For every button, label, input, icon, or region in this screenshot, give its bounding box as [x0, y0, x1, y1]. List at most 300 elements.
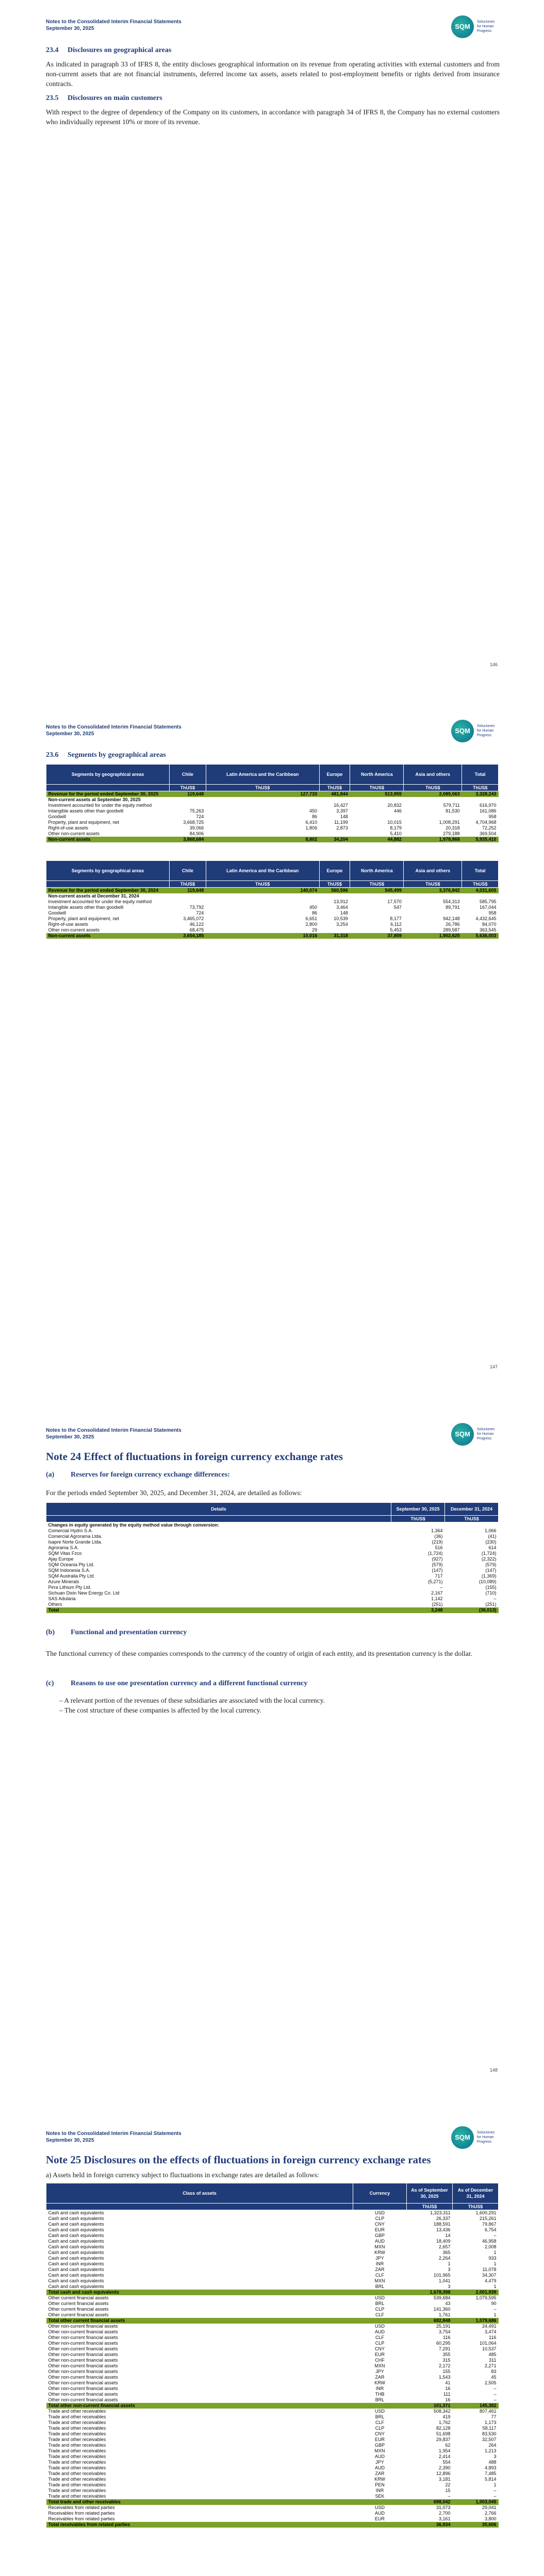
row-label: Trade and other receivables — [48, 2409, 106, 2414]
currency-cell: USD — [374, 2295, 385, 2300]
unit-cell: ThUS$ — [206, 785, 319, 791]
value-cell: 6,754 — [484, 2227, 497, 2232]
value-cell: 2,657 — [438, 2244, 451, 2249]
currency-cell: CLF — [375, 2420, 384, 2425]
table-row — [46, 1556, 499, 1562]
value-cell: 3 — [448, 2267, 451, 2272]
table-row — [46, 2488, 499, 2494]
value-cell: 481,844 — [319, 791, 350, 798]
value-cell: (1,369) — [481, 1573, 497, 1579]
value-cell: 45 — [491, 2375, 497, 2380]
row-label: Ajay Europe — [48, 1556, 74, 1562]
currency-cell: GBP — [374, 2443, 385, 2448]
column-header: Class of assets — [46, 2183, 353, 2204]
currency-cell: USD — [374, 2505, 385, 2510]
value-cell: 616,970 — [479, 803, 497, 808]
value-cell: 5,814 — [484, 2477, 497, 2482]
unit-cell: ThUS$ — [350, 881, 404, 888]
report-page-148 — [0, 1406, 544, 2107]
row-label: SQM Indonesia S.A. — [48, 1568, 91, 1573]
paragraph-a: For the periods ended September 30, 2025, and December 31, 2024, are detailed as follows: — [46, 1489, 302, 1497]
row-label: SQM Vitas Fzco — [48, 1551, 82, 1556]
value-cell: 24,491 — [482, 2324, 497, 2329]
column-header: September 30, 2025 — [391, 1503, 445, 1516]
row-label: Other non-current financial assets — [48, 2386, 118, 2391]
currency-cell: EUR — [374, 2516, 385, 2521]
unit-cell: ThUS$ — [462, 881, 499, 888]
unit-cell-empty — [46, 881, 170, 888]
page-header: Notes to the Consolidated Interim Financial Statements September 30, 2025 — [46, 1428, 182, 1440]
table-row — [46, 2437, 499, 2443]
currency-cell: CLF — [375, 2312, 384, 2317]
value-cell: 3,654,185 — [170, 933, 206, 939]
table-row — [46, 2448, 499, 2454]
table-row — [46, 2443, 499, 2448]
page-header: Notes to the Consolidated Interim Financial Statements September 30, 2025 — [46, 2131, 182, 2143]
unit-cell: ThUS$ — [170, 881, 206, 888]
currency-cell: CHF — [375, 2358, 385, 2363]
value-cell: 79,867 — [482, 2222, 497, 2227]
row-label: Revenue for the period ended September 30, 2024 — [46, 888, 170, 894]
column-header: Details — [46, 1503, 391, 1516]
value-cell: 68,475 — [189, 927, 204, 933]
row-label: Cash and cash equivalents — [48, 2216, 104, 2221]
unit-cell-empty — [353, 2204, 407, 2210]
row-label: Total — [46, 1607, 391, 1613]
value-cell — [319, 831, 350, 837]
row-label: Cash and cash equivalents — [48, 2250, 104, 2255]
column-header: Segments by geographical areas — [46, 765, 170, 785]
value-cell: (251) — [485, 1602, 497, 1607]
value-cell: 942,148 — [443, 916, 460, 921]
table-row — [46, 2397, 499, 2403]
total-row — [46, 2318, 499, 2324]
value-cell: 807,461 — [479, 2409, 497, 2414]
value-cell: 5,636,003 — [462, 933, 499, 939]
section-label: Changes in equity generated by the equity method value through conversion: — [48, 1522, 220, 1528]
value-cell: 10,537 — [482, 2346, 497, 2351]
row-label: Trade and other receivables — [48, 2414, 106, 2419]
column-header: Europe — [319, 861, 350, 881]
value-cell: 32,507 — [482, 2437, 497, 2442]
value-cell: 513,955 — [350, 791, 404, 798]
value-cell: 279,188 — [443, 831, 460, 836]
value-cell: 37,859 — [350, 933, 404, 939]
value-cell: 155 — [442, 2369, 451, 2374]
value-cell: 5,453 — [390, 927, 402, 933]
total-row — [46, 2290, 499, 2295]
currency-cell: KRW — [374, 2477, 385, 2482]
value-cell: 89,791 — [446, 905, 460, 910]
table-row — [46, 2244, 499, 2250]
currency-cell: CLF — [375, 2273, 384, 2278]
page-header: Notes to the Consolidated Interim Financial Statements September 30, 2025 — [46, 724, 182, 737]
value-cell: 83,530 — [482, 2431, 497, 2436]
list-item: – The cost structure of these companies is affected by the local currency. — [59, 1706, 261, 1714]
currency-cell: PEN — [375, 2482, 385, 2487]
currency-cell: MXN — [374, 2244, 385, 2249]
value-cell: 3,254 — [336, 922, 348, 927]
row-label: Trade and other receivables — [48, 2471, 106, 2476]
value-cell: 11,078 — [482, 2267, 497, 2272]
fx-reserves-table — [46, 1502, 499, 1613]
row-label: Trade and other receivables — [48, 2431, 106, 2436]
value-cell: 1 — [493, 2261, 497, 2266]
table-row — [46, 803, 499, 808]
row-label: Other non-current financial assets — [48, 2392, 118, 2397]
row-label: Other current financial assets — [48, 2312, 109, 2317]
value-cell: 547 — [393, 905, 402, 910]
value-cell: 3 — [448, 2284, 451, 2289]
column-header: Chile — [170, 861, 206, 881]
value-cell: 82,128 — [436, 2426, 451, 2431]
unit-cell: ThUS$ — [319, 785, 350, 791]
currency-cell: INR — [375, 2488, 384, 2493]
value-cell: 933 — [488, 2256, 497, 2261]
subheading-a: (a) Reserves for foreign currency exchange differences: — [46, 1471, 230, 1479]
value-cell: 140,074 — [206, 888, 319, 894]
currency-cell: CNY — [374, 2346, 385, 2351]
value-cell: 2,766 — [484, 2511, 497, 2516]
row-label: Total cash and cash equivalents — [46, 2290, 353, 2295]
row-label: Non-current assets — [46, 837, 170, 842]
table-units-row — [46, 2204, 499, 2210]
row-label: Cash and cash equivalents — [48, 2278, 104, 2283]
value-cell — [170, 899, 206, 905]
row-label: Other non-current financial assets — [48, 2358, 118, 2363]
value-cell: 26,337 — [436, 2216, 451, 2221]
value-cell: 1,364 — [431, 1528, 443, 1533]
unit-cell: ThUS$ — [445, 1516, 499, 1522]
section-heading-23-5: 23.5 Disclosures on main customers — [46, 94, 162, 102]
value-cell: 1,008,291 — [439, 820, 460, 825]
table-row — [46, 899, 499, 905]
value-cell: 5,935,410 — [462, 837, 499, 842]
value-cell: 516 — [435, 1545, 443, 1550]
subheading-c: (c) Reasons to use one presentation currency and a different functional currency — [46, 1680, 308, 1687]
value-cell: 36,934 — [407, 2522, 453, 2528]
value-cell: 2,414 — [438, 2454, 451, 2459]
table-header-row — [46, 1503, 499, 1516]
currency-cell: GBP — [374, 2233, 385, 2238]
unit-cell: ThUS$ — [350, 785, 404, 791]
value-cell: 39,066 — [189, 825, 204, 831]
currency-cell: CLF — [375, 2335, 384, 2340]
table-row — [46, 2392, 499, 2397]
note-25-heading: Note 25 Disclosures on the effects of fluctuations in foreign currency exchange rates — [46, 2154, 431, 2166]
value-cell: 1,978,868 — [404, 837, 462, 842]
currency-cell: SEK — [375, 2494, 385, 2499]
value-cell: (5,271) — [427, 1579, 443, 1584]
table-header-row — [46, 2183, 499, 2204]
value-cell: 3,181 — [438, 2477, 451, 2482]
table-row — [46, 2335, 499, 2341]
value-cell: 44,882 — [350, 837, 404, 842]
table-row — [46, 2477, 499, 2482]
unit-cell-empty — [46, 785, 170, 791]
value-cell: 1,213 — [484, 2448, 497, 2453]
row-label: Trade and other receivables — [48, 2477, 106, 2482]
value-cell: 29,041 — [482, 2505, 497, 2510]
value-cell: 3,397 — [336, 808, 348, 814]
total-row — [46, 933, 499, 939]
value-cell: (36) — [434, 1534, 443, 1539]
row-label: Trade and other receivables — [48, 2426, 106, 2431]
value-cell: (579) — [485, 1562, 497, 1567]
currency-cell: ZAR — [375, 2267, 385, 2272]
section-label: Non-current assets at September 30, 2025 — [48, 797, 141, 802]
value-cell: 119,648 — [170, 888, 206, 894]
currency-cell: KRW — [374, 2250, 385, 2255]
table-row — [46, 2227, 499, 2233]
value-cell — [319, 927, 350, 933]
row-label: Receivables from related parties — [48, 2511, 115, 2516]
value-cell: 1,079,595 — [475, 2295, 497, 2300]
table-row — [46, 2516, 499, 2522]
currency-cell: MXN — [374, 2448, 385, 2453]
unit-cell-empty — [46, 2204, 353, 2210]
value-cell: – — [448, 2494, 451, 2499]
table-row — [46, 2494, 499, 2499]
row-label: Comercial Agrorama Ltda. — [48, 1534, 103, 1539]
value-cell: 1 — [493, 2482, 497, 2487]
currency-cell: CLP — [375, 2307, 385, 2312]
column-header: North America — [350, 765, 404, 785]
column-header: December 31, 2024 — [445, 1503, 499, 1516]
row-label: Total other current financial assets — [46, 2318, 353, 2324]
value-cell: 43 — [445, 2301, 451, 2306]
value-cell: 3,800 — [484, 2516, 497, 2521]
table-units-row — [46, 881, 499, 888]
row-label: Receivables from related parties — [48, 2516, 115, 2521]
value-cell: 62 — [445, 2443, 451, 2448]
table-header-row — [46, 765, 499, 785]
value-cell: 539,684 — [433, 2295, 451, 2300]
column-header: North America — [350, 861, 404, 881]
row-label: Trade and other receivables — [48, 2482, 106, 2487]
table-row — [46, 2511, 499, 2516]
value-cell: 446 — [393, 808, 402, 814]
table-header-row — [46, 861, 499, 881]
unit-cell: ThUS$ — [319, 881, 350, 888]
table-row — [46, 2267, 499, 2273]
value-cell: 579,711 — [443, 803, 460, 808]
value-cell: (1,724) — [481, 1551, 497, 1556]
revenue-row — [46, 791, 499, 798]
value-cell: (10,089) — [479, 1579, 497, 1584]
row-label: Revenue for the period ended September 30, 2025 — [46, 791, 170, 798]
table-row — [46, 2380, 499, 2386]
row-label: Total other non-current financial assets — [46, 2403, 353, 2409]
value-cell: 15 — [445, 2488, 451, 2493]
value-cell: 29,837 — [436, 2437, 451, 2442]
row-label: Other current financial assets — [48, 2295, 109, 2300]
row-label: Trade and other receivables — [48, 2454, 106, 2459]
value-cell: 46,958 — [482, 2239, 497, 2244]
currency-cell: AUD — [374, 2465, 385, 2470]
table-row — [46, 2210, 499, 2216]
table-row — [46, 2465, 499, 2471]
currency-cell: CLP — [375, 2341, 385, 2346]
value-cell: 5,410 — [390, 831, 402, 836]
row-label: Cash and cash equivalents — [48, 2284, 104, 2289]
value-cell — [206, 899, 319, 905]
value-cell: 1 — [493, 2284, 497, 2289]
row-label: Other non-current financial assets — [48, 2380, 118, 2385]
value-cell: 3,668,725 — [183, 820, 204, 825]
value-cell: 161,086 — [479, 808, 497, 814]
column-header: Total — [462, 861, 499, 881]
value-cell: 508,342 — [433, 2409, 451, 2414]
currency-cell: THB — [375, 2392, 385, 2397]
value-cell: 3,248 — [391, 1607, 445, 1613]
value-cell: 554 — [442, 2460, 451, 2465]
value-cell: 20,832 — [387, 803, 402, 808]
row-label: Isapre Norte Grande Ltda. — [48, 1539, 103, 1545]
table-row — [46, 825, 499, 831]
currency-cell: BRL — [375, 2414, 385, 2419]
row-label: Trade and other receivables — [48, 2494, 106, 2499]
currency-cell: JPY — [375, 2369, 384, 2374]
value-cell: (36,013) — [445, 1607, 499, 1613]
value-cell — [170, 803, 206, 808]
row-label: Investment accounted for under the equity method — [48, 899, 152, 904]
value-cell: 116 — [489, 2335, 497, 2340]
value-cell: 83 — [491, 2369, 497, 2374]
value-cell: 682,848 — [407, 2318, 453, 2324]
table-row — [46, 1579, 499, 1585]
currency-cell: EUR — [374, 2437, 385, 2442]
value-cell: 167,044 — [479, 905, 497, 910]
row-label: Trade and other receivables — [48, 2443, 106, 2448]
value-cell: 7,485 — [484, 2471, 497, 2476]
unit-cell: ThUS$ — [404, 881, 462, 888]
value-cell: 4,031,605 — [462, 888, 499, 894]
column-header: Chile — [170, 765, 206, 785]
table-row — [46, 922, 499, 927]
value-cell: 1,041 — [438, 2278, 451, 2283]
row-label: Other non-current financial assets — [48, 2352, 118, 2357]
table-row — [46, 820, 499, 825]
row-label: Cash and cash equivalents — [48, 2239, 104, 2244]
row-label: Sichuan Dixin New Energy Co. Ltd — [48, 1590, 120, 1596]
value-cell: 2,873 — [336, 825, 348, 831]
value-cell: 17,570 — [387, 899, 402, 904]
row-label: Other current financial assets — [48, 2307, 109, 2312]
value-cell: 20,318 — [446, 825, 460, 831]
value-cell: 81,530 — [446, 808, 460, 814]
table-row — [46, 1590, 499, 1596]
row-label: Property, plant and equipment, net — [48, 820, 119, 825]
value-cell: 1 — [493, 2250, 497, 2255]
table-row — [46, 2460, 499, 2465]
value-cell: 4,432,645 — [475, 916, 497, 921]
value-cell: (41) — [488, 1534, 497, 1539]
value-cell: 365 — [442, 2250, 451, 2255]
paragraph-b: The functional currency of these companies corresponds to the currency of the country of origin of each entity, and its presentation currency is the dollar. — [46, 1650, 472, 1657]
table-row — [46, 2346, 499, 2352]
table-row — [46, 2426, 499, 2431]
sqm-logo: SQM Soluciones for Human Progress — [451, 2126, 503, 2149]
value-cell: 2,001,939 — [453, 2290, 499, 2295]
note-24-heading: Note 24 Effect of fluctuations in foreign currency exchange rates — [46, 1450, 343, 1463]
row-label: Non-current assets — [46, 933, 170, 939]
value-cell: 1,323,311 — [430, 2210, 451, 2215]
unit-cell-empty — [46, 1516, 391, 1522]
table-row — [46, 905, 499, 910]
section-heading-23-4: 23.4 Disclosures on geographical areas — [46, 46, 172, 54]
table-row — [46, 2250, 499, 2256]
value-cell: 116 — [443, 2335, 451, 2340]
row-label: Other non-current financial assets — [48, 2341, 118, 2346]
value-cell: – — [493, 1596, 497, 1601]
total-row — [46, 837, 499, 842]
currency-cell: ZAR — [375, 2375, 385, 2380]
row-label: Other non-current financial assets — [48, 2375, 118, 2380]
value-cell: 58,117 — [482, 2426, 497, 2431]
header-title: Notes to the Consolidated Interim Financial Statements — [46, 19, 182, 25]
row-label: Others — [48, 1602, 62, 1607]
table-row — [46, 1551, 499, 1556]
row-label: Other non-current financial assets — [48, 2363, 118, 2368]
value-cell: 1,678,398 — [407, 2290, 453, 2295]
subheading-b: (b) Functional and presentation currency — [46, 1629, 187, 1636]
currency-cell: USD — [374, 2210, 385, 2215]
value-cell: 545,499 — [350, 888, 404, 894]
table-row — [46, 2278, 499, 2284]
value-cell — [350, 910, 404, 916]
value-cell: 450 — [309, 905, 318, 910]
currency-cell: AUD — [374, 2454, 385, 2459]
value-cell: 2,264 — [438, 2256, 451, 2261]
table-row — [46, 2324, 499, 2329]
row-label: Trade and other receivables — [48, 2460, 106, 2465]
value-cell: 148 — [340, 910, 348, 916]
value-cell: 450 — [309, 808, 318, 814]
revenue-row — [46, 888, 499, 894]
table-row — [46, 2295, 499, 2301]
table-row — [46, 2222, 499, 2227]
value-cell: 1,142 — [431, 1596, 443, 1601]
table-row — [46, 2414, 499, 2420]
table-row — [46, 2375, 499, 2380]
table-row — [46, 831, 499, 837]
currency-cell: CLP — [375, 2216, 385, 2221]
row-label: Azure Minerals — [48, 1579, 79, 1584]
column-header: Latin America and the Caribbean — [206, 861, 319, 881]
value-cell: 8,802 — [206, 837, 319, 842]
value-cell: 8,179 — [390, 825, 402, 831]
table-row — [46, 2312, 499, 2318]
currency-cell: MXN — [374, 2278, 385, 2283]
value-cell: 84,070 — [482, 922, 497, 927]
value-cell: (1,724) — [427, 1551, 443, 1556]
row-label: Trade and other receivables — [48, 2465, 106, 2470]
value-cell: 77 — [491, 2414, 497, 2419]
value-cell: 188,591 — [433, 2222, 451, 2227]
unit-cell: ThUS$ — [453, 2204, 499, 2210]
value-cell: 75,263 — [189, 808, 204, 814]
currency-cell: AUD — [374, 2239, 385, 2244]
column-header: Currency — [353, 2183, 407, 2204]
table-row — [46, 2409, 499, 2414]
value-cell: 101,965 — [433, 2273, 451, 2278]
value-cell: 6,651 — [305, 916, 318, 921]
value-cell: 554,313 — [443, 899, 460, 904]
currency-cell: CNY — [374, 2222, 385, 2227]
sqm-logo: SQM Soluciones for Human Progress — [451, 1423, 503, 1446]
value-cell: 60,295 — [436, 2341, 451, 2346]
